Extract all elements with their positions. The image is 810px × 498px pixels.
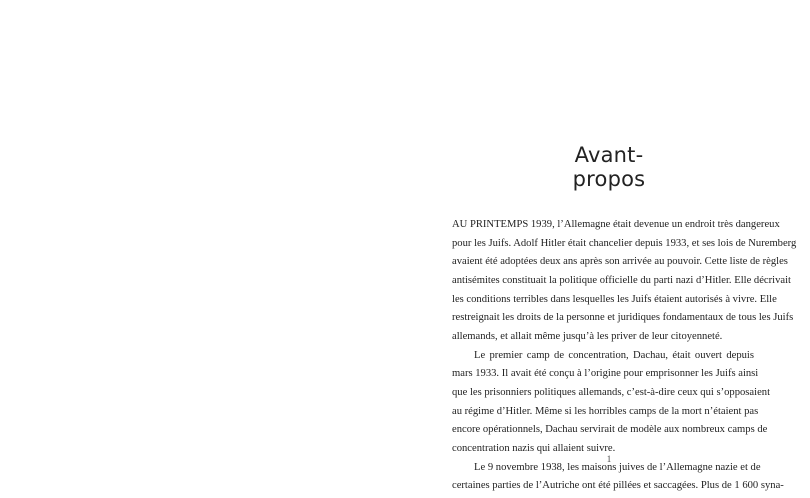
text-line: certaines parties de l’Autriche ont été pillées et saccagées. Plus de 1 600 syna- (452, 480, 784, 492)
right-page (405, 0, 810, 498)
text-line: AU PRINTEMPS 1939, l’Allemagne était devenue un endroit très dangereux (452, 219, 780, 230)
page-number: 1 (606, 454, 612, 464)
text-line: au régime d’Hitler. Même si les horribles camps de la mort n’étaient pas (452, 405, 759, 417)
text-line: antisémites constituait la politique officielle du parti nazi d’Hitler. Elle décrivait (452, 274, 791, 286)
text-line: les conditions terribles dans lesquelles les Juifs étaient autorisés à vivre. Elle (452, 293, 777, 305)
text-line: avaient été adoptées deux ans après son arrivée au pouvoir. Cette liste de règles (452, 256, 788, 268)
text-line: mars 1933. Il avait été conçu à l’origine pour emprisonner les Juifs ainsi (452, 368, 759, 380)
text-line: Le premier camp de concentration, Dachau, était ouvert depuis (474, 349, 754, 361)
text-line: allemands, et allait même jusqu’à les priver de leur citoyenneté. (452, 330, 723, 342)
chapter-title: Avant-propos (572, 143, 646, 191)
text-line: que les prisonniers politiques allemands, c’est-à-dire ceux qui s’opposaient (452, 386, 771, 398)
text-line: pour les Juifs. Adolf Hitler était chancelier depuis 1933, et ses lois de Nuremberg (452, 237, 797, 249)
text-line: encore opérationnels, Dachau servirait de modèle aux nombreux camps de (452, 424, 768, 436)
text-line: restreignait les droits de la personne et juridiques fondamentaux de tous les Juifs (452, 312, 794, 324)
text-line: Le 9 novembre 1938, les maisons juives de l’Allemagne nazie et de (474, 461, 761, 473)
text-line: concentration nazis qui allaient suivre. (452, 442, 616, 454)
